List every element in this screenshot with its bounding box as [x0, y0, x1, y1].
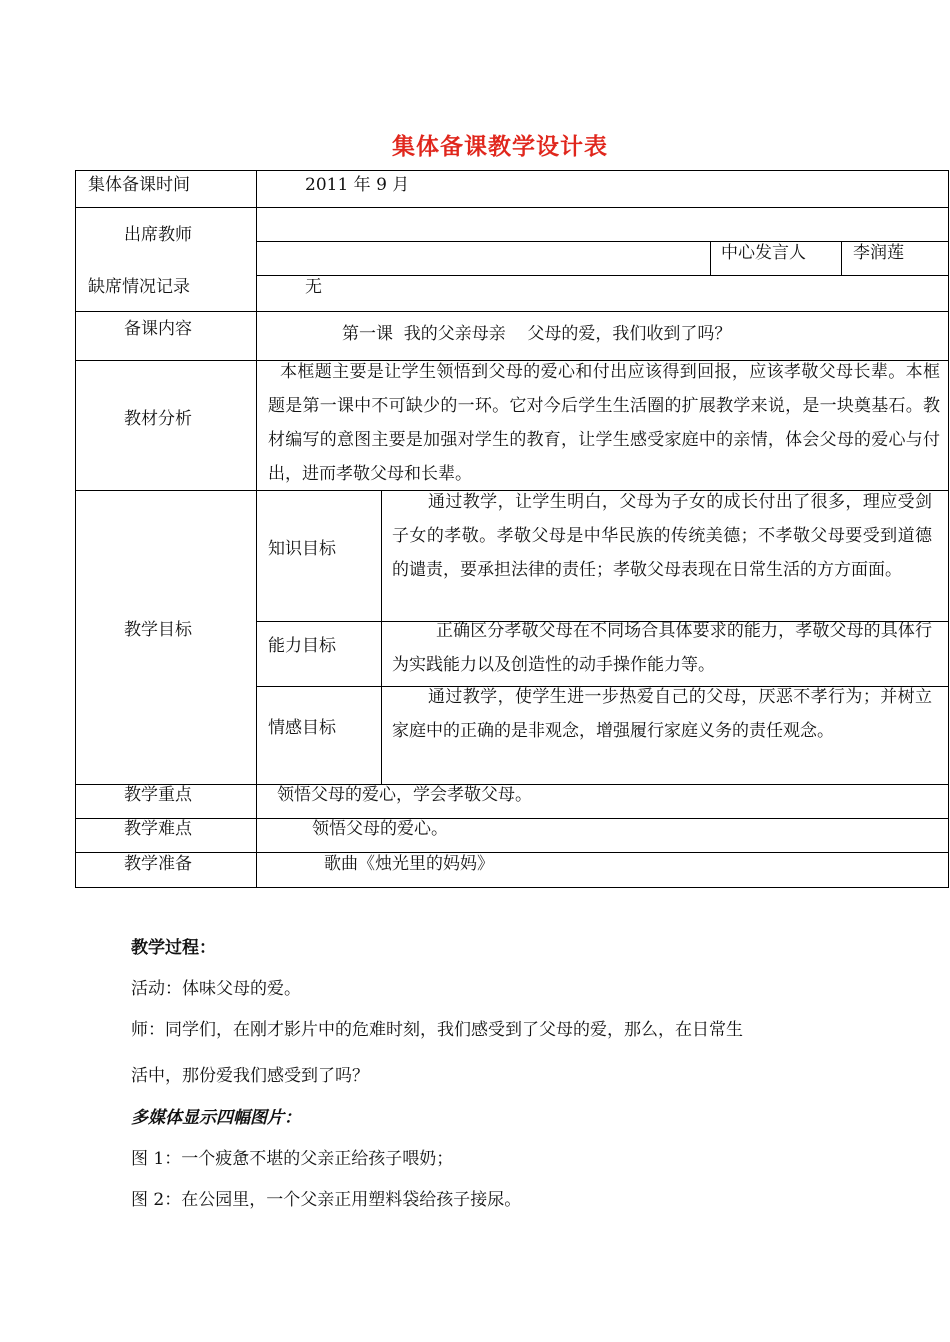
content-value: 第一课 我的父亲母亲 父母的爱，我们收到了吗？ [342, 324, 732, 344]
process-multimedia: 多媒体显示四幅图片： [131, 1108, 301, 1128]
time-value: 2011 年 9 月 [305, 175, 410, 195]
goals-label: 教学目标 [124, 620, 192, 640]
process-activity: 活动：体味父母的爱。 [131, 979, 301, 999]
goal-ability-label: 能力目标 [268, 636, 336, 656]
analysis-label: 教材分析 [124, 409, 192, 429]
col-line-right [948, 170, 949, 888]
col-line-goal-sub [381, 490, 382, 785]
absent-label: 缺席情况记录 [88, 277, 190, 297]
speaker-value: 李润莲 [853, 243, 904, 263]
row-line-bottom [75, 887, 949, 888]
key-value: 领悟父母的爱心，学会孝敬父母。 [277, 785, 532, 805]
row-line-attend [256, 241, 949, 242]
prep-value: 歌曲《烛光里的妈妈》 [324, 854, 494, 874]
process-heading: 教学过程： [131, 938, 216, 958]
goal-knowledge-value: 通过教学，让学生明白，父母为子女的成长付出了很多，理应受剑子女的孝敬。孝敬父母是中华民族的传统美德；不孝敬父母要受到道德的谴责，要承担法律的责任；孝敬父母表现在日常生活的方方面面。 [392, 492, 932, 580]
col-line-speaker-left [710, 241, 711, 276]
goal-emotion-label: 情感目标 [268, 718, 336, 738]
process-pic2: 图 2：在公园里，一个父亲正用塑料袋给孩子接尿。 [131, 1190, 522, 1210]
goal-emotion-value: 通过教学，使学生进一步热爱自己的父母，厌恶不孝行为；并树立家庭中的正确的是非观念，增强履行家庭义务的责任观念。 [392, 687, 932, 741]
row-line-speaker [256, 275, 949, 276]
row-line-time [75, 207, 949, 208]
speaker-label: 中心发言人 [721, 243, 806, 263]
time-label: 集体备课时间 [88, 175, 190, 195]
page-title: 集体备课教学设计表 [392, 134, 608, 160]
row-line-absent [75, 311, 949, 312]
key-label: 教学重点 [124, 785, 192, 805]
absent-value: 无 [305, 277, 322, 297]
process-teacher-line1: 师：同学们，在刚才影片中的危难时刻，我们感受到了父母的爱，那么，在日常生 [131, 1020, 743, 1040]
col-line-speaker-right [841, 241, 842, 276]
goal-knowledge-label: 知识目标 [268, 539, 336, 559]
process-pic1: 图 1：一个疲惫不堪的父亲正给孩子喂奶； [131, 1149, 454, 1169]
difficulty-value: 领悟父母的爱心。 [312, 819, 448, 839]
prep-label: 教学准备 [124, 854, 192, 874]
analysis-value: 本框题主要是让学生领悟到父母的爱心和付出应该得到回报，应该孝敬父母长辈。本框题是第一课中不可缺少的一环。它对今后学生生活圈的扩展教学来说，是一块奠基石。教材编写的意图主要是加强对学生的教育，让学生感受家庭中的亲情，体会父母的爱心与付出，进而孝敬父母和长辈。 [268, 362, 940, 484]
goal-ability-value: 正确区分孝敬父母在不同场合具体要求的能力，孝敬父母的具体行为实践能力以及创造性的动手操作能力等。 [392, 621, 932, 675]
process-teacher-line2: 活中，那份爱我们感受到了吗？ [131, 1066, 369, 1086]
row-line-key [75, 818, 949, 819]
row-line-top [75, 170, 949, 171]
difficulty-label: 教学难点 [124, 819, 192, 839]
attend-label: 出席教师 [124, 225, 192, 245]
row-line-difficulty [75, 852, 949, 853]
content-label: 备课内容 [124, 319, 192, 339]
col-line-left [75, 170, 76, 888]
col-line-label [256, 170, 257, 888]
